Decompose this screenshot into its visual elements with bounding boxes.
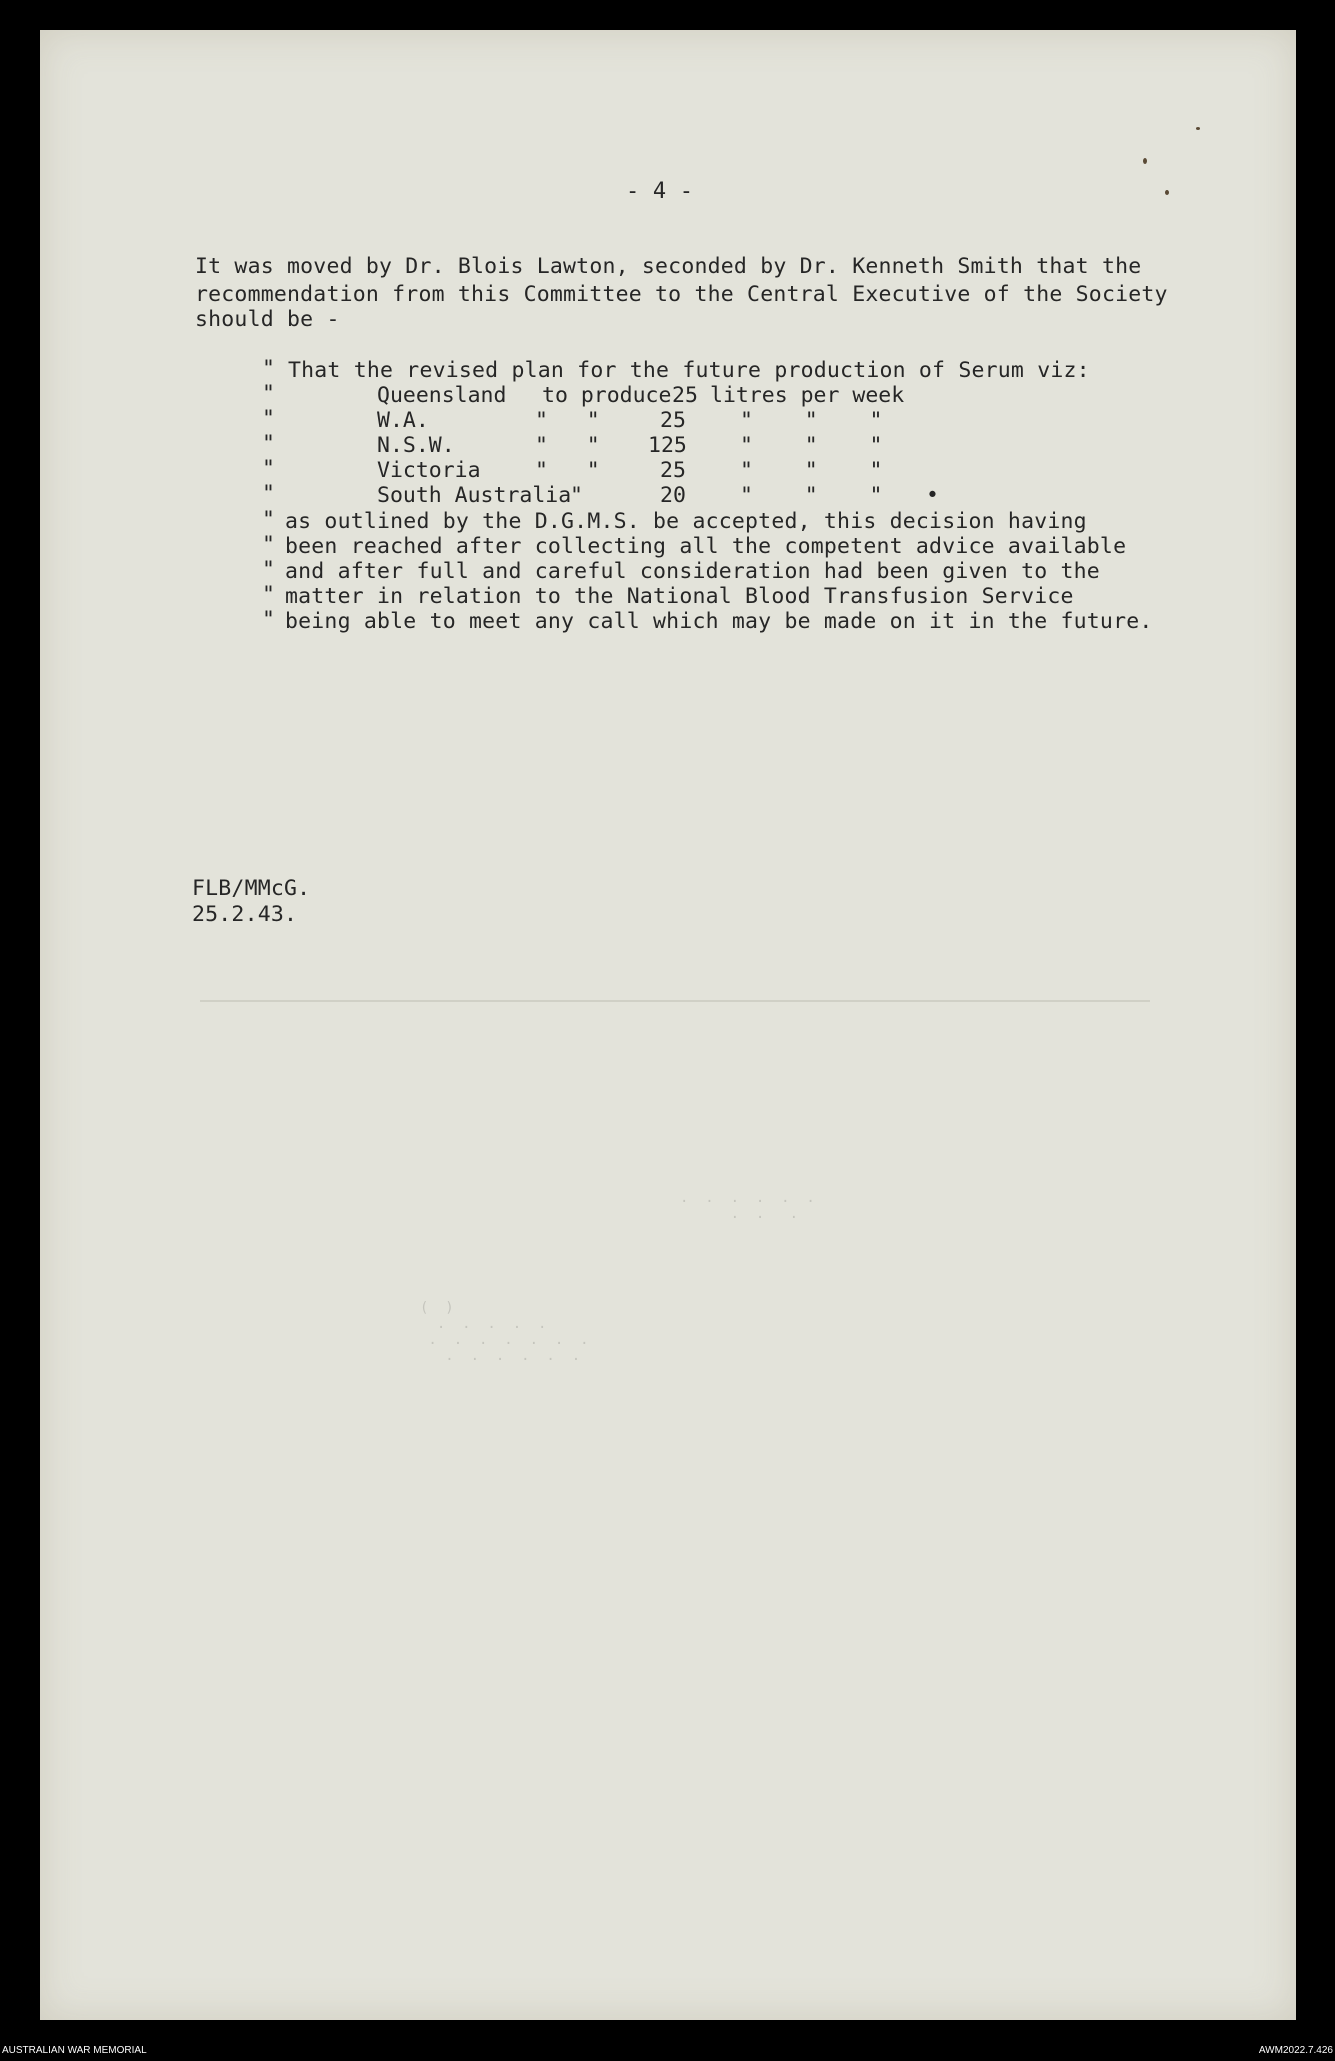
quote-mark: " [262, 456, 276, 481]
intro-line-3: should be - [195, 307, 340, 332]
resolution-opening: That the revised plan for the future production of Serum viz: [288, 358, 1090, 383]
table-row-ditto: to produce [542, 383, 672, 408]
quote-mark: " [262, 557, 276, 582]
table-row-ditto: " " [535, 408, 600, 433]
bullet-dot: • [926, 483, 940, 508]
quote-mark: " [262, 356, 276, 381]
show-through-text: ( ) . . . . . . . . . . . . . . . . . . [420, 1300, 589, 1364]
quote-mark: " [262, 507, 276, 532]
table-row-unit: " " " [740, 408, 883, 433]
resolution-line-1: as outlined by the D.G.M.S. be accepted, this decision having [285, 509, 1087, 534]
document-date: 25.2.43. [192, 902, 298, 927]
intro-line-1: It was moved by Dr. Blois Lawton, seconded by Dr. Kenneth Smith that the [195, 254, 1142, 279]
quote-mark: " [262, 582, 276, 607]
quote-mark: " [262, 431, 276, 456]
quote-mark: " [262, 406, 276, 431]
fold-line [200, 1000, 1150, 1002]
quote-mark: " [262, 607, 276, 632]
table-row-state: N.S.W. [377, 433, 455, 458]
table-row-state: Queensland [377, 383, 507, 408]
resolution-line-2: been reached after collecting all the competent advice available [285, 534, 1127, 559]
table-row-unit: " " " [740, 433, 883, 458]
quote-mark: " [262, 532, 276, 557]
table-row-ditto: " [570, 483, 583, 508]
table-row-unit: " " " [740, 458, 883, 483]
table-row-litres: 20 [660, 483, 686, 508]
page-number: - 4 - [626, 179, 694, 204]
footer-accession-number: AWM2022.7.426 [1258, 2045, 1333, 2056]
resolution-line-4: matter in relation to the National Blood Transfusion Service [285, 584, 1074, 609]
reference-initials: FLB/MMcG. [192, 876, 311, 901]
table-row-state: W.A. [377, 408, 429, 433]
table-row-state: South Australia [377, 483, 572, 508]
quote-mark: " [262, 481, 276, 506]
table-row-state: Victoria [377, 458, 481, 483]
footer-institution: AUSTRALIAN WAR MEMORIAL [2, 2045, 147, 2056]
table-row-ditto: " " [535, 458, 600, 483]
table-row-ditto: " " [535, 433, 600, 458]
table-row-litres: 25 [672, 383, 698, 408]
show-through-text: . . . . . . . . . [680, 1190, 815, 1222]
table-row-unit: litres per week [710, 383, 905, 408]
table-row-unit: " " " [740, 483, 883, 508]
table-row-litres: 125 [648, 433, 687, 458]
table-row-litres: 25 [660, 458, 686, 483]
resolution-line-3: and after full and careful consideration had been given to the [285, 559, 1100, 584]
intro-line-2: recommendation from this Committee to the Central Executive of the Society [195, 282, 1168, 307]
resolution-line-5: being able to meet any call which may be made on it in the future. [285, 609, 1153, 634]
quote-mark: " [262, 381, 276, 406]
table-row-litres: 25 [660, 408, 686, 433]
